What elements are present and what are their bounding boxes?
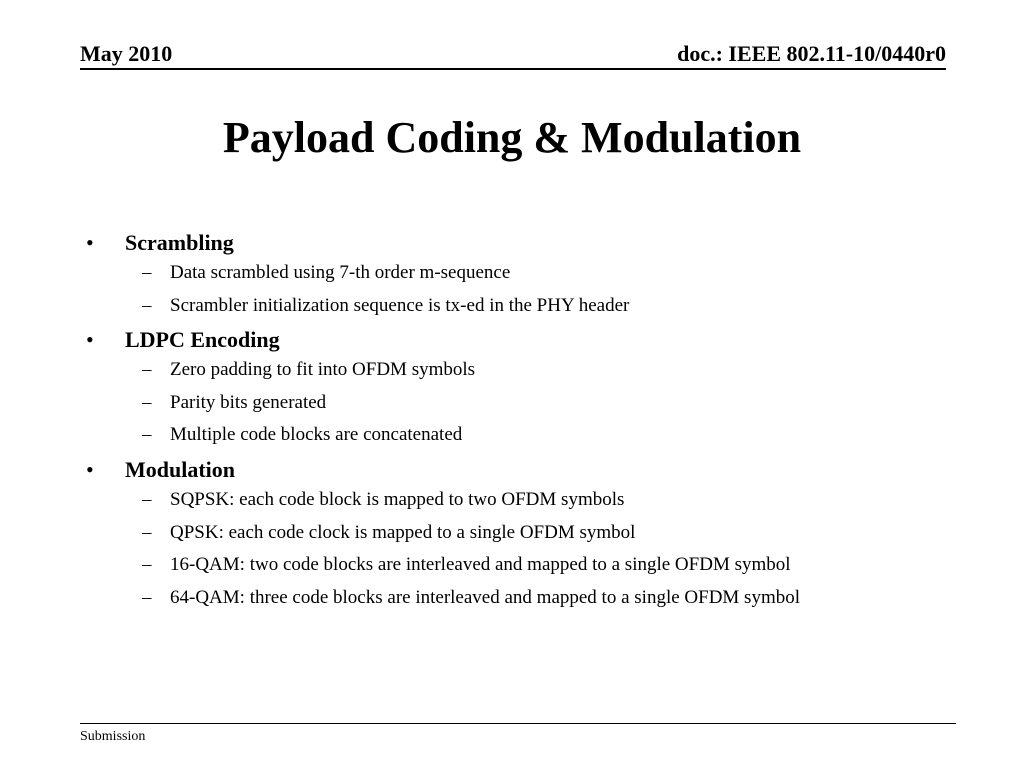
slide-body xyxy=(80,228,960,617)
header-date: May 2010 xyxy=(80,41,173,66)
dash-icon: – xyxy=(142,554,152,576)
dash-icon: – xyxy=(142,586,152,608)
dash-icon: – xyxy=(142,521,152,543)
sub-bullet-item xyxy=(80,260,960,286)
sub-bullet-item xyxy=(80,422,960,448)
footer-label: Submission xyxy=(80,729,146,744)
sub-bullet-item xyxy=(80,552,960,578)
bullet-dot-icon: • xyxy=(86,327,94,353)
bullet-item xyxy=(80,228,960,258)
header-doc-id: doc.: IEEE 802.11-10/0440r0 xyxy=(677,41,946,66)
sub-bullet-text: 64-QAM: three code blocks are interleaved and mapped to a single OFDM symbol xyxy=(170,586,801,608)
sub-bullet-text: 16-QAM: two code blocks are interleaved and mapped to a single OFDM symbol xyxy=(170,554,791,576)
sub-bullet-item xyxy=(80,293,960,319)
sub-bullet-text: Multiple code blocks are concatenated xyxy=(170,424,463,446)
sub-bullet-item xyxy=(80,390,960,416)
bullet-dot-icon: • xyxy=(86,456,94,482)
sub-bullet-text: Data scrambled using 7-th order m-sequence xyxy=(170,262,511,283)
sub-bullet-item xyxy=(80,487,960,513)
slide-title: Payload Coding & Modulation xyxy=(222,113,802,162)
sub-bullet-text: QPSK: each code clock is mapped to a single OFDM symbol xyxy=(170,521,636,543)
bullet-text: Scrambling xyxy=(125,230,234,255)
bullet-text: LDPC Encoding xyxy=(125,327,280,353)
dash-icon: – xyxy=(142,424,152,446)
bullet-group-ldpc xyxy=(80,325,960,448)
bullet-dot-icon: • xyxy=(86,230,94,255)
bullet-item xyxy=(80,455,960,485)
bullet-group-modulation xyxy=(80,455,960,611)
dash-icon: – xyxy=(142,488,152,510)
bullet-text: Modulation xyxy=(125,456,236,482)
sub-bullet-text: SQPSK: each code block is mapped to two OFDM symbols xyxy=(170,488,625,510)
sub-bullet-item xyxy=(80,585,960,611)
bullet-item xyxy=(80,325,960,355)
dash-icon: – xyxy=(142,359,152,381)
dash-icon: – xyxy=(142,294,152,316)
sub-bullet-text: Scrambler initialization sequence is tx-ed in the PHY header xyxy=(170,294,630,316)
dash-icon: – xyxy=(142,262,152,283)
sub-bullet-text: Parity bits generated xyxy=(170,391,327,413)
dash-icon: – xyxy=(142,391,152,413)
sub-bullet-item xyxy=(80,357,960,383)
bullet-group-scrambling xyxy=(80,228,960,319)
sub-bullet-text: Zero padding to fit into OFDM symbols xyxy=(170,359,476,381)
sub-bullet-item xyxy=(80,520,960,546)
slide-header xyxy=(80,40,946,70)
footer-divider xyxy=(80,723,956,724)
